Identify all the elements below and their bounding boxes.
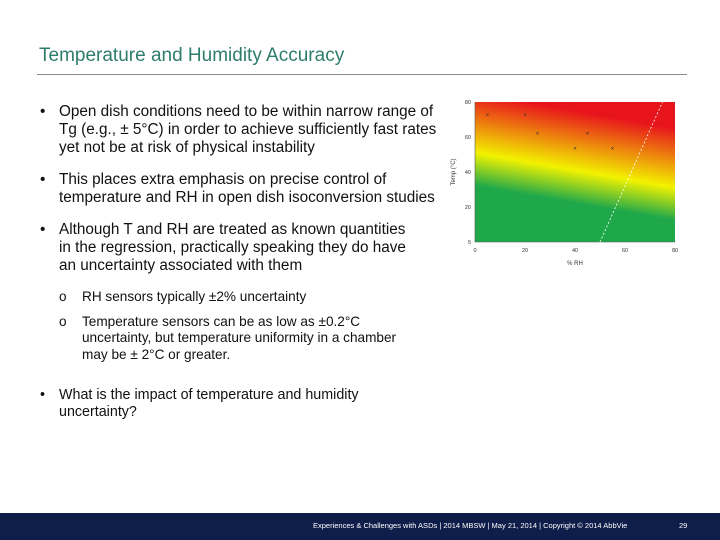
footer-text: Experiences & Challenges with ASDs | 2014 MBSW | May 21, 2014 | Copyright © 2014 AbbVie	[313, 521, 628, 530]
bullet-text: What is the impact of temperature and humidity uncertainty?	[59, 387, 359, 420]
sub-bullet-list	[59, 289, 420, 363]
y-tick-label: 60	[464, 135, 471, 141]
bullet-marker: •	[40, 171, 46, 188]
slide-title: Temperature and Humidity Accuracy	[39, 45, 345, 66]
y-tick-label: 5	[467, 240, 471, 246]
y-axis-ticks	[465, 100, 471, 246]
plot-background-gradient	[475, 102, 675, 242]
bullet-item	[38, 387, 438, 420]
y-tick-label: 20	[464, 205, 471, 211]
sub-bullet-marker: o	[59, 313, 67, 329]
sub-bullet-item	[59, 314, 420, 364]
sub-bullet-text: Temperature sensors can be as low as ±0.2°C uncertainty, but temperature uniformity in a chamber may be ± 2°C or greater.	[82, 313, 397, 362]
bullet-item	[38, 103, 438, 157]
bullet-item	[38, 171, 438, 207]
sub-bullet-marker: o	[59, 289, 67, 304]
bullet-marker: •	[40, 387, 46, 403]
x-axis-label: % RH	[567, 261, 583, 267]
sub-bullet-text: RH sensors typically ±2% uncertainty	[82, 289, 307, 304]
x-tick-label: 60	[621, 248, 629, 254]
bullet-marker: •	[40, 103, 46, 120]
y-tick-label: 40	[464, 170, 471, 176]
title-divider	[37, 74, 687, 75]
sub-bullet-item	[59, 289, 420, 306]
x-axis-ticks	[473, 248, 678, 254]
x-tick-label: 80	[671, 248, 679, 254]
y-tick-label: 80	[464, 100, 471, 106]
data-point: ×	[535, 131, 540, 138]
temperature-humidity-chart	[440, 92, 690, 277]
x-tick-label: 0	[473, 248, 477, 254]
footer-bar	[0, 513, 720, 540]
x-tick-label: 20	[521, 248, 529, 254]
bullet-text: This places extra emphasis on precise control of temperature and RH in open dish isoconversion studies	[59, 171, 435, 206]
data-point: ×	[485, 113, 490, 120]
bullet-text: Open dish conditions need to be within narrow range of Tg (e.g., ± 5°C) in order to achieve sufficiently fast rates yet not be at risk of physical instability	[59, 103, 437, 156]
page-number: 29	[679, 521, 688, 530]
bullet-marker: •	[40, 221, 46, 238]
bullet-text: Although T and RH are treated as known quantities in the regression, practically speaking they do have an uncertainty associated with them	[59, 221, 406, 274]
data-point: ×	[585, 131, 590, 138]
data-point: ×	[610, 146, 615, 153]
bullet-item	[38, 221, 438, 363]
x-tick-label: 40	[571, 248, 579, 254]
bullet-list	[38, 103, 438, 420]
data-point: ×	[523, 113, 527, 120]
y-axis-label: Temp (°C)	[451, 158, 457, 186]
data-point: ×	[573, 146, 577, 153]
